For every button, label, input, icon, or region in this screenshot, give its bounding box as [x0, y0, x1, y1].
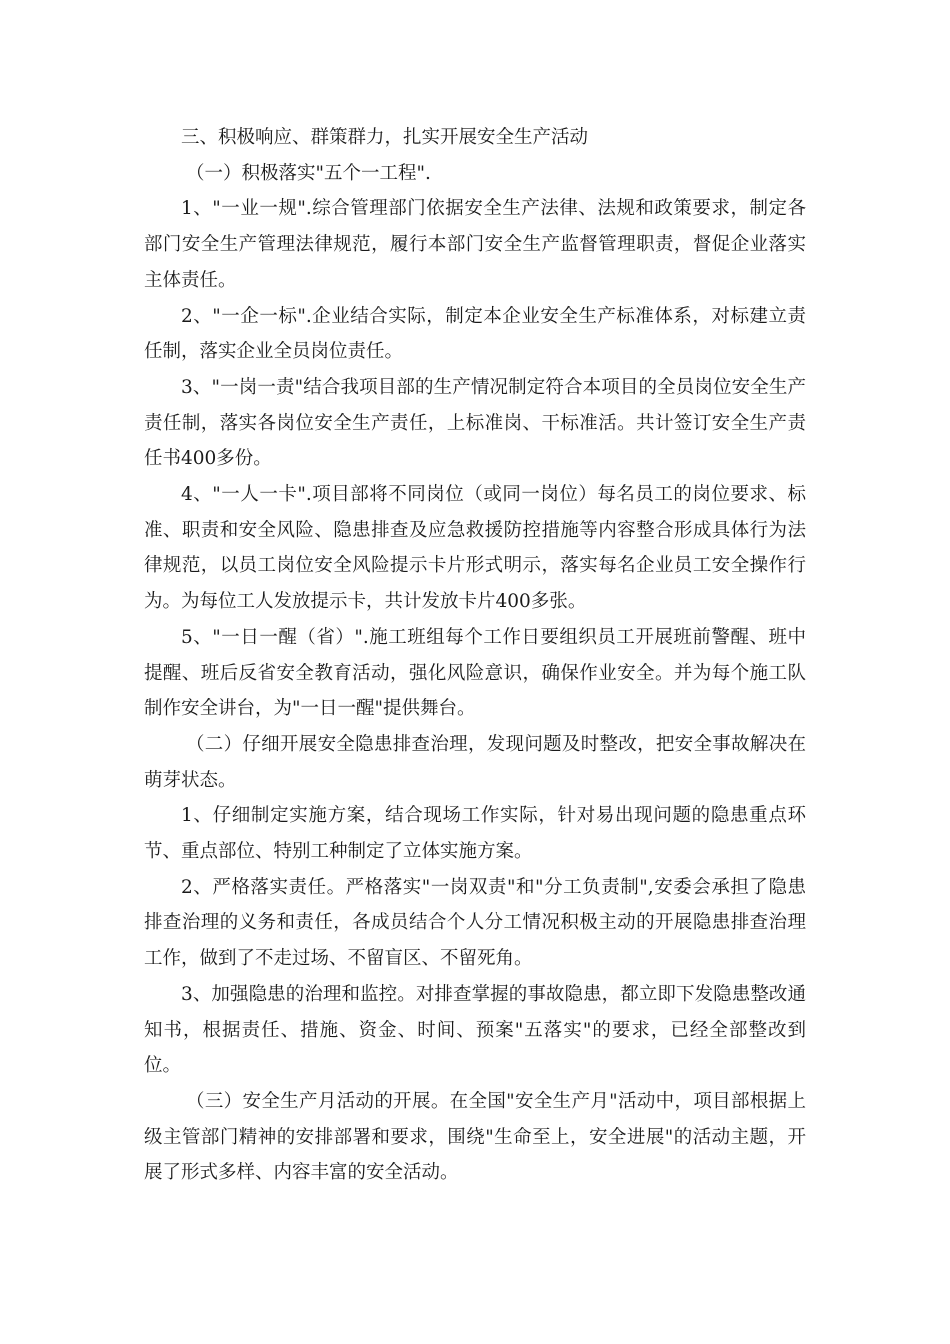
body-paragraph: 2、严格落实责任。严格落实"一岗双责"和"分工负责制",安委会承担了隐患排查治理的义务和责任，各成员结合个人分工情况积极主动的开展隐患排查治理工作，做到了不走过场、不留盲区、不留死角。	[144, 876, 806, 970]
body-paragraph: 3、加强隐患的治理和监控。对排查掌握的事故隐患，都立即下发隐患整改通知书，根据责任、措施、资金、时间、预案"五落实"的要求，已经全部整改到位。	[144, 983, 806, 1077]
subsection-heading: （二）仔细开展安全隐患排查治理，发现问题及时整改，把安全事故解决在萌芽状态。	[144, 733, 806, 791]
subsection-heading: （三）安全生产月活动的开展。在全国"安全生产月"活动中，项目部根据上级主管部门精神的安排部署和要求，围绕"生命至上，安全进展"的活动主题，开展了形式多样、内容丰富的安全活动。	[144, 1090, 806, 1184]
body-paragraph: 4、"一人一卡".项目部将不同岗位（或同一岗位）每名员工的岗位要求、标准、职责和安全风险、隐患排查及应急救援防控措施等内容整合形成具体行为法律规范，以员工岗位安全风险提示卡片形式明示，落实每名企业员工安全操作行为。为每位工人发放提示卡，共计发放卡片400多张。	[144, 484, 806, 613]
body-paragraph: 5、"一日一醒（省）".施工班组每个工作日要组织员工开展班前警醒、班中提醒、班后反省安全教育活动，强化风险意识，确保作业安全。并为每个施工队制作安全讲台，为"一日一醒"提供舞台。	[144, 626, 806, 720]
body-paragraph: 2、"一企一标".企业结合实际，制定本企业安全生产标准体系，对标建立责任制，落实企业全员岗位责任。	[144, 305, 806, 363]
subsection-heading: （一）积极落实"五个一工程".	[186, 162, 431, 184]
document-body	[144, 120, 806, 1191]
body-paragraph: 1、仔细制定实施方案，结合现场工作实际，针对易出现问题的隐患重点环节、重点部位、特别工种制定了立体实施方案。	[144, 805, 806, 863]
body-paragraph: 1、"一业一规".综合管理部门依据安全生产法律、法规和政策要求，制定各部门安全生产管理法律规范，履行本部门安全生产监督管理职责，督促企业落实主体责任。	[144, 198, 806, 291]
section-heading: 三、积极响应、群策群力，扎实开展安全生产活动	[181, 127, 589, 148]
body-paragraph: 3、"一岗一责"结合我项目部的生产情况制定符合本项目的全员岗位安全生产责任制，落实各岗位安全生产责任，上标准岗、干标准活。共计签订安全生产责任书400多份。	[144, 376, 806, 470]
